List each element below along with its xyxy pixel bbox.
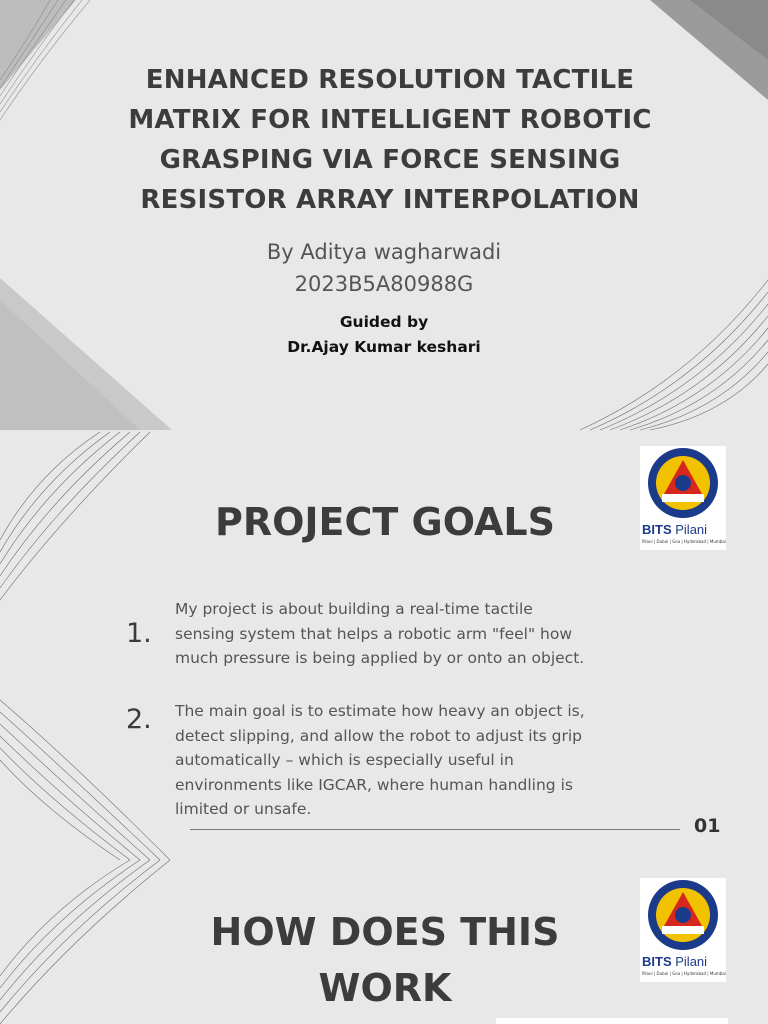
guide-name: Dr.Ajay Kumar keshari — [287, 338, 481, 356]
logo-brand-bold: BITS — [642, 954, 672, 969]
title-line: GRASPING VIA FORCE SENSING — [159, 145, 621, 175]
goal-line: sensing system that helps a robotic arm "feel" how — [175, 624, 573, 643]
goal-line: much pressure is being applied by or onto an object. — [175, 649, 585, 667]
section-heading-how-it-works — [150, 904, 620, 1016]
goal-text — [175, 597, 675, 671]
logo-campuses: Pilani | Dubai | Goa | Hyderabad | Mumbai — [642, 971, 726, 976]
author-block — [184, 236, 584, 300]
bits-seal-icon — [640, 446, 726, 522]
bits-seal-icon — [640, 878, 726, 954]
heading-line: WORK — [318, 966, 452, 1010]
goal-line: automatically – which is especially useful in — [175, 751, 514, 769]
logo-brand-rest: Pilani — [675, 954, 708, 969]
section-heading-project-goals — [150, 500, 620, 544]
divider — [190, 829, 680, 830]
heading-line: HOW DOES THIS — [210, 910, 560, 954]
goal-number: 1. — [126, 618, 152, 649]
title-line: RESISTOR ARRAY INTERPOLATION — [140, 185, 640, 215]
goal-text — [175, 699, 675, 822]
logo-wordmark — [642, 954, 707, 969]
guide-label: Guided by — [339, 313, 429, 331]
content-card-edge — [496, 1018, 728, 1024]
document-title — [104, 60, 676, 220]
author-byline: By Aditya wagharwadi — [266, 240, 502, 264]
logo-campuses: Pilani | Dubai | Goa | Hyderabad | Mumbai — [642, 539, 726, 544]
guide-block — [184, 310, 584, 360]
goal-line: The main goal is to estimate how heavy an object is, — [175, 702, 585, 720]
heading-text: PROJECT GOALS — [214, 500, 555, 544]
title-line: MATRIX FOR INTELLIGENT ROBOTIC — [128, 105, 652, 135]
logo-wordmark — [642, 522, 707, 537]
goal-number: 2. — [126, 704, 152, 735]
logo-brand-rest: Pilani — [675, 522, 708, 537]
page-number: 01 — [694, 815, 721, 837]
bits-pilani-logo — [640, 446, 726, 550]
logo-brand-bold: BITS — [642, 522, 672, 537]
goal-line: My project is about building a real-time tactile — [175, 600, 533, 618]
goal-line: detect slipping, and allow the robot to adjust its grip — [175, 726, 582, 745]
goal-line: limited or unsafe. — [175, 800, 312, 818]
bits-pilani-logo — [640, 878, 726, 982]
title-line: ENHANCED RESOLUTION TACTILE — [145, 65, 635, 95]
goal-line: environments like IGCAR, where human handling is — [175, 775, 573, 794]
author-id: 2023B5A80988G — [294, 272, 474, 296]
